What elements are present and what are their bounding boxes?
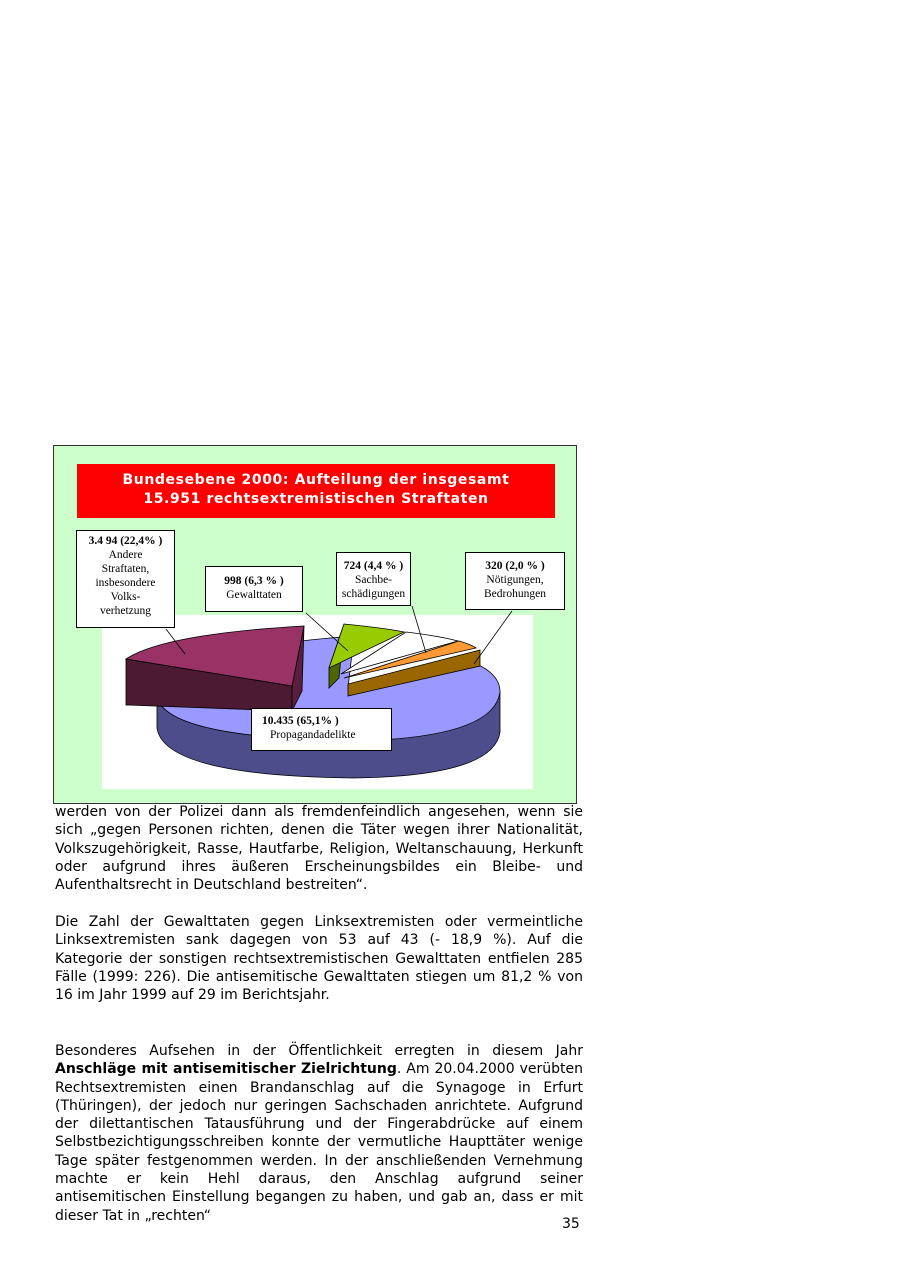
chart-title-line-1: Bundesebene 2000: Aufteilung der insgesamt: [122, 472, 510, 488]
callout-propaganda: [251, 708, 392, 751]
paragraph-3-intro: Besonderes Aufsehen in der Öffentlichkeit erregten in diesem Jahr: [55, 1043, 583, 1059]
callout-andere-label-3: insbesondere: [95, 577, 156, 589]
callout-gewalt: [205, 566, 303, 612]
callout-andere: [76, 530, 175, 628]
callout-andere-value: 3.4 94 (22,4% ): [88, 535, 163, 547]
paragraph-3-bold: Anschläge mit antisemitischer Zielrichtung: [55, 1061, 397, 1078]
page-number: 35: [562, 1216, 580, 1232]
callout-noetigung-label-2: Bedrohungen: [484, 588, 546, 600]
callout-andere-label-2: Straftaten,: [101, 563, 150, 575]
callout-sachbe-label-1: Sachbe-: [354, 574, 393, 586]
paragraph-3: [55, 1042, 583, 1225]
callout-sachbe-label-2: schädigungen: [341, 588, 406, 600]
callout-gewalt-label: Gewalttaten: [226, 589, 282, 601]
callout-sachbe-value: 724 (4,4 % ): [343, 560, 404, 572]
pie-chart-figure: [53, 445, 577, 804]
leader-line-noetigung: [474, 611, 512, 664]
paragraph-1: werden von der Polizei dann als fremdenfeindlich angesehen, wenn sie sich „gegen Personen richten, denen die Täter wegen ihrer Nationalität, Volkszugehörigkeit, Rasse, Hautfarbe, Religion, Weltanschauung, Herkunft oder aufgrund ihres äußeren Erscheinungsbildes ein Bleibe- und Aufenthaltsrecht in Deutschland bestreiten“.: [55, 804, 583, 894]
callout-noetigung-value: 320 (2,0 % ): [485, 560, 545, 572]
callout-sachbe: [336, 552, 411, 606]
paragraph-3-rest: . Am 20.04.2000 verübten Rechtsextremisten einen Brandanschlag auf die Synagoge in Erfurt (Thüringen), der jedoch nur geringen Sachschaden anrichtete. Aufgrund der dilettantischen Tatausführung und der Fingerabdrücke auf einem Selbstbezichtigungsschreiben konnte der vermutliche Haupttäter wenige Tage später festgenommen werden. In der anschließenden Vernehmung machte er kein Hehl daraus, den Anschlag aufgrund seiner antisemitischen Einstellung begangen zu haben, und gab an, dass er mit dieser Tat in „rechten“: [55, 1061, 583, 1224]
callout-andere-label-4: Volks-: [110, 591, 141, 603]
callout-andere-label-1: Andere: [108, 549, 143, 561]
callout-propaganda-value: 10.435 (65,1% ): [262, 715, 339, 727]
callout-noetigung-label-1: Nötigungen,: [486, 574, 544, 586]
chart-title-line-2: 15.951 rechtsextremistischen Straftaten: [143, 491, 489, 507]
paragraph-2: Die Zahl der Gewalttaten gegen Linksextremisten oder vermeintliche Linksextremisten sank dagegen von 53 auf 43 (- 18,9 %). Auf die Kategorie der sonstigen rechtsextremistischen Gewalttaten entfielen 285 Fälle (1999: 226). Die antisemitische Gewalttaten stiegen um 81,2 % von 16 im Jahr 1999 auf 29 im Berichtsjahr.: [55, 914, 583, 1004]
callout-gewalt-value: 998 (6,3 % ): [224, 575, 284, 587]
callout-propaganda-label: Propagandadelikte: [270, 729, 356, 741]
callout-andere-label-5: verhetzung: [99, 605, 152, 617]
callout-noetigung: [465, 552, 565, 610]
